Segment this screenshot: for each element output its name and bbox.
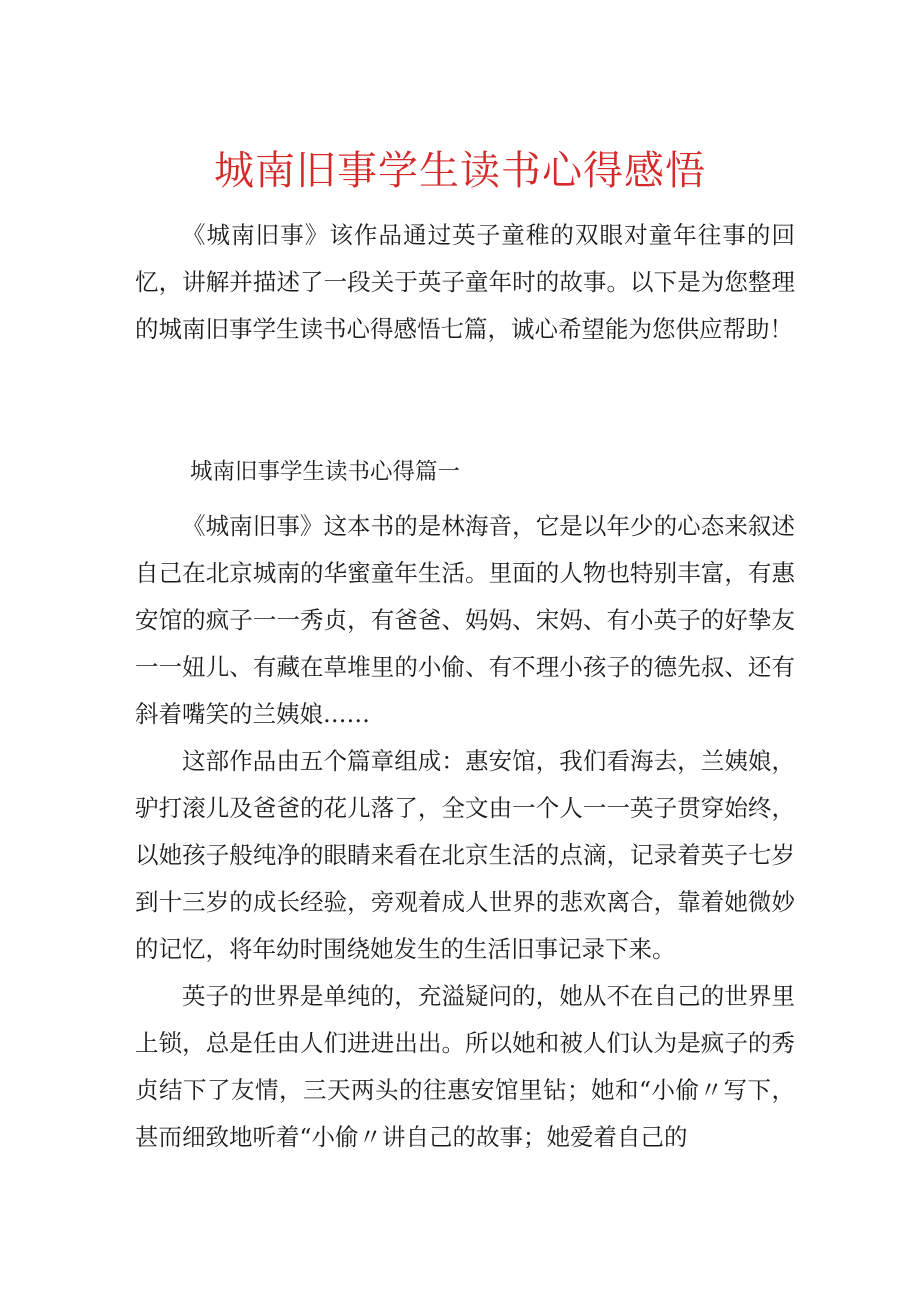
intro-paragraph: 《城南旧事》该作品通过英子童稚的双眼对童年往事的回忆，讲解并描述了一段关于英子童年时的故事。以下是为您整理的城南旧事学生读书心得感悟七篇，诚心希望能为您供应帮助！ xyxy=(135,221,795,343)
body-paragraph-3: 英子的世界是单纯的，充溢疑问的，她从不在自己的世界里上锁，总是任由人们进进出出。所以她和被人们认为是疯子的秀贞结下了友情，三天两头的往惠安馆里钻；她和“小偷〃写下，甚而细致地听着“小偷〃讲自己的故事；她爱着自己的 xyxy=(135,982,795,1151)
page-title: 城南旧事学生读书心得感悟 xyxy=(214,148,706,194)
section-heading: 城南旧事学生读书心得篇一 xyxy=(190,459,461,485)
body-paragraph-2: 这部作品由五个篇章组成：惠安馆，我们看海去，兰姨娘，驴打滚儿及爸爸的花儿落了，全文由一个人一一英子贯穿始终，以她孩子般纯净的眼睛来看在北京生活的点滴，记录着英子七岁到十三岁的成长经验，旁观着成人世界的悲欢离合，靠着她微妙的记忆，将年幼时围绕她发生的生活旧事记录下来。 xyxy=(135,747,795,963)
body-paragraph-1: 《城南旧事》这本书的是林海音，它是以年少的心态来叙述自己在北京城南的华蜜童年生活。里面的人物也特别丰富，有惠安馆的疯子一一秀贞，有爸爸、妈妈、宋妈、有小英子的好挚友一一妞儿、有藏在草堆里的小偷、有不理小孩子的德先叔、还有斜着嘴笑的兰姨娘…… xyxy=(135,512,795,728)
